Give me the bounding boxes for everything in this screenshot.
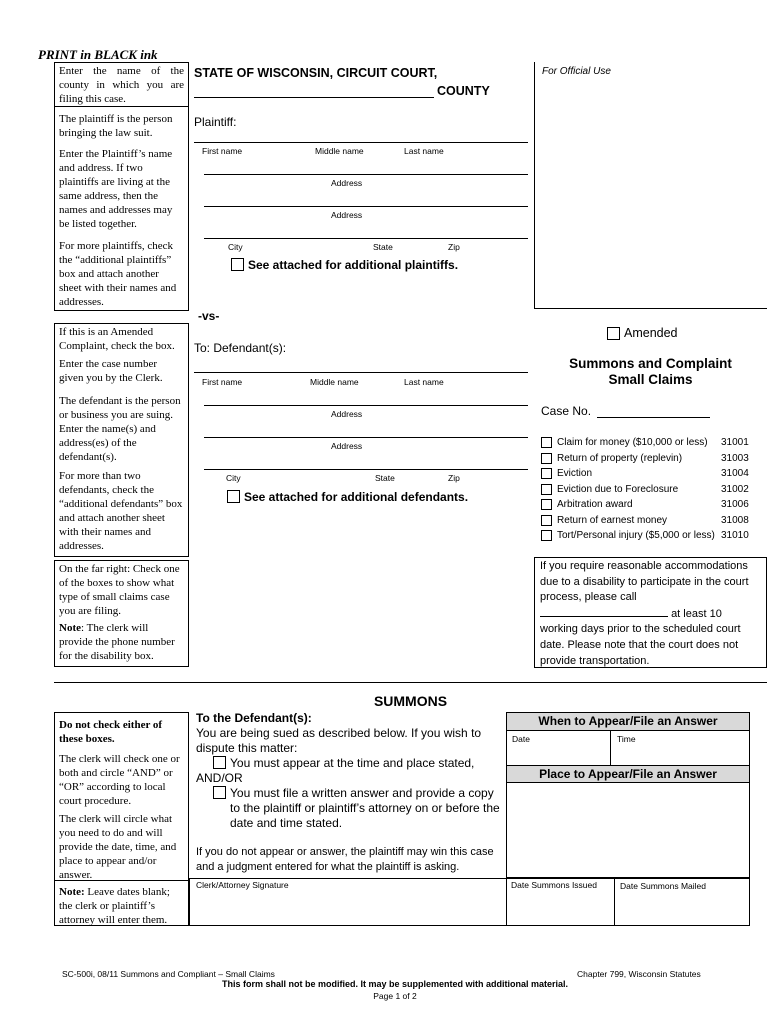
- appear-checkbox[interactable]: [213, 756, 226, 769]
- defendant-city-label: City: [226, 473, 241, 483]
- note-label: Note: [59, 622, 81, 634]
- case-type-code-3: 31004: [721, 468, 749, 479]
- amended-label: Amended: [624, 326, 678, 340]
- date-mailed-label: Date Summons Mailed: [620, 881, 706, 891]
- footer-form-id: SC-500i, 08/11 Summons and Compliant – Small Claims: [62, 969, 275, 979]
- signature-label: Clerk/Attorney Signature: [196, 880, 289, 890]
- signature-divider-2: [614, 878, 615, 926]
- county-label: COUNTY: [437, 84, 490, 98]
- plaintiff-address-label-2: Address: [331, 210, 363, 220]
- footer-notice: This form shall not be modified. It may be supplemented with additional material.: [221, 979, 569, 989]
- case-type-checkbox-5[interactable]: [541, 499, 552, 510]
- instr-defendant-1: The defendant is the person or business you are suing. Enter the name(s) and address(es) of the defendant(s).: [59, 395, 181, 463]
- official-use-label: For Official Use: [542, 66, 611, 77]
- instr-amended-2: Enter the case number given you by the Clerk.: [59, 358, 163, 384]
- official-use-border: [534, 62, 535, 308]
- defendant-zip-label: Zip: [448, 473, 460, 483]
- appear-time-label: Time: [617, 734, 636, 744]
- case-no-label: Case No.: [541, 404, 592, 418]
- disability-text-2: at least 10 working days prior to the scheduled court date. Please note that the court does not provide transportation.: [540, 607, 741, 667]
- instr-plaintiff-2: Enter the Plaintiff’s name and address. If two plaintiffs are living at the same address, then the names and addresses may be listed together.: [59, 148, 173, 230]
- case-type-checkbox-4[interactable]: [541, 484, 552, 495]
- case-type-label-1: Claim for money ($10,000 or less): [557, 437, 708, 448]
- instr-plaintiff-1: The plaintiff is the person bringing the law suit.: [59, 113, 173, 139]
- summons-title: SUMMONS: [373, 693, 448, 709]
- vs-label: -vs-: [198, 309, 220, 323]
- case-type-label-3: Eviction: [557, 468, 593, 479]
- footer-page: Page 1 of 2: [373, 991, 417, 1001]
- case-type-checkbox-7[interactable]: [541, 530, 552, 541]
- amended-checkbox[interactable]: [607, 327, 620, 340]
- case-type-checkbox-3[interactable]: [541, 468, 552, 479]
- defendant-address-label-1: Address: [331, 409, 363, 419]
- plaintiff-city-line[interactable]: [204, 238, 528, 239]
- case-no-field[interactable]: [597, 417, 710, 418]
- additional-defendants-checkbox[interactable]: [227, 490, 240, 503]
- plaintiff-first-name-label: First name: [202, 146, 243, 156]
- case-type-label-7: Tort/Personal injury ($5,000 or less): [557, 530, 715, 541]
- disability-text-1: If you require reasonable accommodations due to a disability to participate in the court process, please call: [540, 560, 749, 604]
- defendant-last-name-label: Last name: [404, 377, 444, 387]
- form-title-1: Summons and Complaint: [569, 356, 732, 371]
- date-time-divider: [610, 730, 611, 765]
- summons-left-1: The clerk will check one or both and circle “AND” or “OR” according to local court procedure.: [59, 753, 180, 807]
- case-type-code-6: 31008: [721, 515, 749, 526]
- case-type-label-6: Return of earnest money: [557, 515, 668, 526]
- additional-plaintiffs-checkbox[interactable]: [231, 258, 244, 271]
- official-use-bottom: [534, 308, 767, 309]
- date-issued-label: Date Summons Issued: [511, 880, 597, 890]
- plaintiff-city-label: City: [228, 242, 243, 252]
- plaintiff-middle-name-label: Middle name: [315, 146, 364, 156]
- plaintiff-zip-label: Zip: [448, 242, 460, 252]
- county-field[interactable]: [194, 97, 434, 98]
- summons-left-divider: [54, 880, 189, 881]
- defendant-middle-name-label: Middle name: [310, 377, 359, 387]
- footer-chapter: Chapter 799, Wisconsin Statutes: [577, 969, 701, 979]
- defendant-city-line[interactable]: [204, 469, 528, 470]
- summons-divider: [54, 682, 767, 683]
- to-defendants: To the Defendant(s):: [196, 711, 312, 725]
- print-note: PRINT in BLACK ink: [38, 47, 158, 62]
- plaintiff-address-line-1[interactable]: [204, 174, 528, 175]
- case-type-checkbox-6[interactable]: [541, 515, 552, 526]
- instr-amended-1: If this is an Amended Complaint, check the box.: [59, 326, 175, 352]
- when-header: When to Appear/File an Answer: [507, 713, 749, 730]
- sued-text: You are being sued as described below. If you wish to dispute this matter:: [196, 726, 482, 755]
- instr-defendant-2: For more than two defendants, check the “additional defendants” box and attach another sheet with their names and addresses.: [59, 470, 183, 552]
- instr-plaintiff-3: For more plaintiffs, check the “additional plaintiffs” box and attach another sheet with their names and addresses.: [59, 240, 177, 308]
- instr-far-right: On the far right: Check one of the boxes to show what type of small claims case you are filing.: [59, 563, 180, 617]
- additional-defendants-label: See attached for additional defendants.: [244, 490, 469, 504]
- plaintiff-last-name-label: Last name: [404, 146, 444, 156]
- defendant-first-name-label: First name: [202, 377, 243, 387]
- summons-note-label: Note:: [59, 886, 85, 898]
- disability-text: [540, 559, 762, 669]
- defendant-address-label-2: Address: [331, 441, 363, 451]
- case-type-checkbox-2[interactable]: [541, 453, 552, 464]
- plaintiff-address-label-1: Address: [331, 178, 363, 188]
- answer-checkbox[interactable]: [213, 786, 226, 799]
- signature-divider-1: [506, 878, 507, 926]
- plaintiff-state-label: State: [373, 242, 393, 252]
- summons-note-text: Leave dates blank; the clerk or plaintiff’s attorney will enter them.: [59, 886, 170, 926]
- case-type-label-5: Arbitration award: [557, 499, 633, 510]
- defendant-state-label: State: [375, 473, 395, 483]
- summons-left-bold: Do not check either of these boxes.: [59, 719, 163, 745]
- plaintiff-name-line[interactable]: [194, 142, 528, 143]
- court-line: STATE OF WISCONSIN, CIRCUIT COURT,: [194, 66, 438, 80]
- case-type-code-2: 31003: [721, 453, 749, 464]
- case-type-label-4: Eviction due to Foreclosure: [557, 484, 679, 495]
- instr-county: Enter the name of the county in which you are filing this case.: [59, 65, 184, 105]
- case-type-code-4: 31002: [721, 484, 749, 495]
- case-type-checkbox-1[interactable]: [541, 437, 552, 448]
- when-header-line: [506, 730, 750, 731]
- summons-left-note: [59, 885, 184, 927]
- summons-left-2: The clerk will circle what you need to do and will provide the date, time, and place to appear and/or answer.: [59, 813, 177, 881]
- instr-note: [59, 621, 184, 663]
- defendant-label: To: Defendant(s):: [194, 341, 287, 355]
- case-type-label-2: Return of property (replevin): [557, 453, 683, 464]
- case-type-code-5: 31006: [721, 499, 749, 510]
- plaintiff-label: Plaintiff:: [194, 115, 237, 129]
- defendant-address-line-1[interactable]: [204, 405, 528, 406]
- note-text: : The clerk will provide the phone number for the disability box.: [59, 622, 175, 662]
- case-type-code-1: 31001: [721, 437, 749, 448]
- defendant-address-line-2[interactable]: [204, 437, 528, 438]
- answer-option: You must file a written answer and provide a copy to the plaintiff or plaintiff’s attorney on or before the date and time stated.: [230, 786, 500, 830]
- defendant-name-line[interactable]: [194, 372, 528, 373]
- default-text: If you do not appear or answer, the plaintiff may win this case and a judgment entered for what the plaintiff is asking.: [196, 846, 494, 873]
- case-type-code-7: 31010: [721, 530, 749, 541]
- place-header-line: [506, 782, 750, 783]
- plaintiff-address-line-2[interactable]: [204, 206, 528, 207]
- instr-divider: [54, 106, 189, 107]
- form-title-2: Small Claims: [608, 372, 693, 387]
- disability-phone-field[interactable]: [540, 606, 668, 617]
- and-or-label: AND/OR: [196, 771, 243, 785]
- appear-option: You must appear at the time and place stated,: [230, 756, 475, 770]
- additional-plaintiffs-label: See attached for additional plaintiffs.: [248, 258, 459, 272]
- appear-date-label: Date: [512, 734, 530, 744]
- place-header: Place to Appear/File an Answer: [507, 766, 749, 782]
